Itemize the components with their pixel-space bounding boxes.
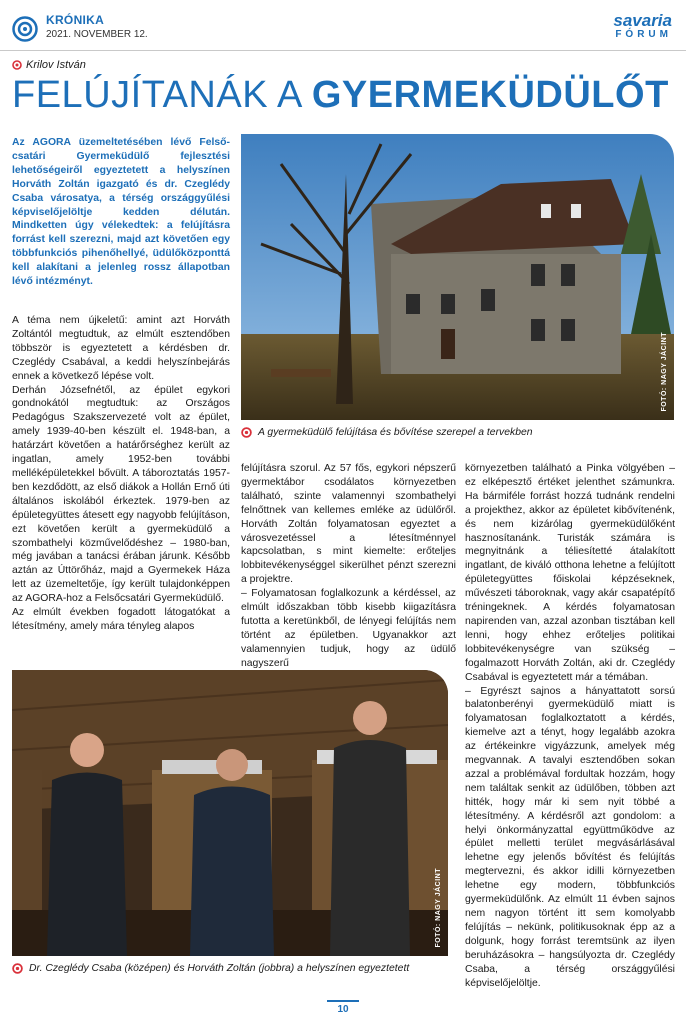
column-1 <box>12 314 230 634</box>
header-divider <box>0 50 686 51</box>
photo-credit: FOTÓ: NAGY JÁCINT <box>661 332 668 412</box>
caption-text: A gyermeküdülő felújítása és bővítése szerepel a tervekben <box>258 427 533 438</box>
logo-rings-icon <box>12 16 38 42</box>
title-bold: GYERMEKÜDÜLŐT <box>311 74 669 116</box>
author-line <box>12 59 86 71</box>
paragraph: környezetben található a Pinka völgyében – ez elképesztő értéket jelenthet számunkra. Ha bármiféle forrást hozzá tudnánk rendelni a projekthez, akkor az épületet kibővítenénk, és nem kizárólag gyermeküdülőként hasznosítanánk. Turisták számára is megnyitnánk a téliesítetté átalakított ingatlant, de kiváló otthona lehetne a felújított épületegyüttes főiskolai képzéseknek, művészeti táboroknak, vagy akár csapatépítő tréningeknek. A kérdés folyamatosan napirenden van, azzal azonban tisztában kell lenni, hogy ehhez erőteljes politikai lobbitevékenységre van szükség – fogalmazott Horváth Zoltán, aki dr. Czeglédy Csabával is egyeztetett már a témában. <box>465 463 675 683</box>
column-2 <box>241 462 456 671</box>
caption-text: Dr. Czeglédy Csaba (középen) és Horváth Zoltán (jobbra) a helyszínen egyeztetett <box>29 963 410 974</box>
bullet-rings-icon <box>12 60 22 70</box>
section-label: KRÓNIKA <box>46 13 105 27</box>
column-3 <box>465 462 675 990</box>
brand-logo-bottom: FÓRUM <box>615 29 672 40</box>
page-number-bar <box>327 1000 359 1002</box>
page-number: 10 <box>337 1004 349 1015</box>
brand-logo-top: savaria <box>613 11 672 30</box>
article-title <box>12 74 669 116</box>
paragraph: felújításra szorul. Az 57 fős, egykori népszerű gyermektábor csodálatos környezetben található, szinte valamennyi szombathelyi felnőttnek van kellemes emléke az üdülőről. Horváth Zoltán folyamatosan egyeztet a városvezetéssel a létesítménnyel kapcsolatban, s mint kiemelte: erőteljes lobbitevékenységgel sikerülhet pénzt szerezni a projektre. <box>241 463 456 586</box>
paragraph: – Folyamatosan foglalkozunk a kérdéssel, az elmúlt időszakban több kisebb kiigazításra futotta a keretünkből, de lényegi felújítás nem történt az épületben. Ugyanakkor azt valamennyien tudjuk, hogy az üdülő nagyszerű <box>241 588 456 669</box>
title-light: FELÚJÍTANÁK A <box>12 74 312 116</box>
brand-logo[interactable] <box>613 12 672 41</box>
building-photo <box>241 134 674 420</box>
paragraph: – Egyrészt sajnos a hányattatott sorsú balatonberényi gyermeküdülő miatt is folyamatosan foglalkoztatott a kérdés, kiemelve azt a tényt, hogy legalább azokra az értékeinkre vigyázzunk, amelyek még megvannak. A tavalyi esztendőben sokan azzal a problémával fordultak hozzám, hogy nem találtak senkit az üdülőben, többen azt hitték, hogy már ki sem nyit többé a létesítmény. A kérdésről azt gondolom: a helyi önkormányzattal együttműködve az épület melletti terület megvásárlásával lehetne egy jelenős bővítést és felújítás megtervezni, és akkor idilli környezetben lehetne egy modern, többfunkciós gyermeküdülőnk. Az elmúlt 11 évben sajnos nem nagyon történt itt sem komolyabb felújítás – nekünk, politikusoknak épp az a dolgunk, hogy forrást teremtsünk az ilyen beruházásokra – hangsúlyozta dr. Czeglédy Csaba, a térség országgyűlési képviselőjelöltje. <box>465 685 675 989</box>
paragraph: Az elmúlt években fogadott látogatókat a létesítmény, amely mára tényleg alapos <box>12 607 230 632</box>
issue-date: 2021. NOVEMBER 12. <box>46 29 148 40</box>
meeting-photo <box>12 670 448 956</box>
article-lead: Az AGORA üzemeltetésében lévő Felső-csatári Gyermeküdülő fejlesztési lehetőségeiről egyeztetett a helyszínen Horváth Zoltán igazgató és dr. Czeglédy Csaba városatya, a térség országgyűlési képviselőjelöltje kedden délután. Mindketten úgy vélekedtek: a felújításra forrást kell szerezni, majd azt követően egy többfunkciós pihenőhellyé, üdülőközponttá kell alakítani a jelenleg rossz állapotban lévő intézményt. <box>12 137 230 288</box>
bullet-rings-icon <box>241 427 252 438</box>
photo-caption <box>241 427 533 438</box>
photo-credit: FOTÓ: NAGY JÁCINT <box>435 868 442 948</box>
paragraph: A téma nem újkeletű: amint azt Horváth Zoltántól megtudtuk, az elmúlt esztendőben többször is egyeztetett a kérdésben dr. Czeglédy Csabával, a keddi helyszínbejárás ennek a következő lépése volt. <box>12 315 230 382</box>
paragraph: Derhán Józsefnétől, az épület egykori gondnokától megtudtuk: az Országos Pedagógus Szakszervezeté volt az épület, amely 1939-40-ben készült el. 1948-ban, a határzárt követően a határőrséghez került az ingatlan, amely 1952-ben további melléképületekkel bővült. A táboroztatás 1957-ben kezdődött, az első diákok a Hollán Ernő úti általános iskolából érkeztek. 1979-ben az épületegyüttes átesett egy nagyobb felújításon, ezt követően került a gyermeküdülő a szombathelyi közművelődéshez – 1980-ban, még javában a tanácsi érában járunk. Később aztán az Úttörőház, majd a Gyermekek Háza lett az üzemeltetője, így került tulajdonképpen az AGORA-hoz a Felsőcsatári Gyermeküdülő. <box>12 384 230 605</box>
author-name: Krilov István <box>26 59 86 71</box>
bullet-rings-icon <box>12 963 23 974</box>
photo-caption <box>12 963 409 974</box>
